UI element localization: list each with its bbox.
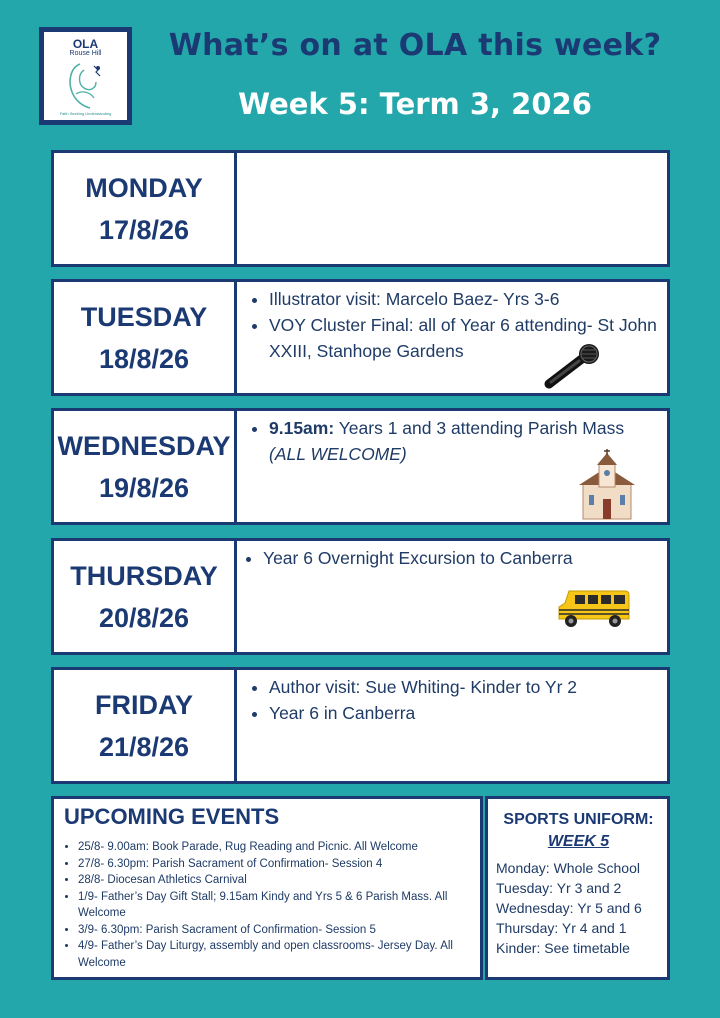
event-item: • Author visit: Sue Whiting- Kinder to Yr 2 xyxy=(269,674,659,700)
microphone-icon xyxy=(543,342,605,390)
day-date: 20/8/26 xyxy=(98,602,190,633)
day-monday xyxy=(51,150,670,267)
day-date: 18/8/26 xyxy=(98,343,190,374)
day-content xyxy=(237,411,667,522)
sports-uniform-week: WEEK 5 xyxy=(547,833,610,850)
church-icon xyxy=(577,449,637,521)
logo-name: OLA xyxy=(72,37,99,51)
day-wednesday xyxy=(51,408,670,525)
day-date: 19/8/26 xyxy=(98,472,190,503)
event-text: Years 1 and 3 attending Parish Mass xyxy=(334,418,625,438)
day-tuesday xyxy=(51,279,670,396)
event-note: (ALL WELCOME) xyxy=(269,444,407,464)
day-label xyxy=(54,670,237,781)
day-name: FRIDAY xyxy=(94,689,194,720)
event-time: 9.15am: xyxy=(269,418,335,438)
upcoming-event-item: • 3/9- 6.30pm: Parish Sacrament of Confirmation- Session 5 xyxy=(78,922,472,939)
day-thursday xyxy=(51,538,670,655)
school-bus-icon xyxy=(555,585,631,629)
event-item: • Year 6 in Canberra xyxy=(269,700,659,726)
event-item: • VOY Cluster Final: all of Year 6 attending- St John XXIII, Stanhope Gardens xyxy=(269,312,659,364)
day-name: WEDNESDAY xyxy=(57,430,231,461)
day-label xyxy=(54,541,237,652)
sports-uniform-heading: SPORTS UNIFORM: xyxy=(503,811,654,828)
day-date: 17/8/26 xyxy=(98,214,190,245)
event-item: • Year 6 Overnight Excursion to Canberra xyxy=(263,545,659,571)
upcoming-event-item: • 4/9- Father’s Day Liturgy, assembly and open classrooms- Jersey Day. All Welcome xyxy=(78,938,472,971)
logo-card xyxy=(44,32,127,120)
day-friday xyxy=(51,667,670,784)
page-title: What’s on at OLA this week? xyxy=(168,28,662,63)
upcoming-event-item: • 25/8- 9.00am: Book Parade, Rug Reading and Picnic. All Welcome xyxy=(78,839,472,856)
day-content xyxy=(237,153,667,264)
upcoming-event-item: • 1/9- Father’s Day Gift Stall; 9.15am Kindy and Yrs 5 & 6 Parish Mass. All Welcome xyxy=(78,889,472,922)
sports-uniform-line: Tuesday: Yr 3 and 2 xyxy=(496,880,622,896)
day-name: TUESDAY xyxy=(80,301,208,332)
sports-uniform-line: Thursday: Yr 4 and 1 xyxy=(496,920,627,936)
logo-motto: Faith Seeking Understanding xyxy=(59,111,112,116)
sports-uniform-line: Wednesday: Yr 5 and 6 xyxy=(496,900,642,916)
upcoming-event-item: • 27/8- 6.30pm: Parish Sacrament of Confirmation- Session 4 xyxy=(78,856,472,873)
day-content xyxy=(237,670,667,781)
day-label xyxy=(54,153,237,264)
sports-uniform-panel xyxy=(485,796,670,980)
school-logo xyxy=(39,27,132,125)
sports-uniform-line: Kinder: See timetable xyxy=(496,940,630,956)
day-date: 21/8/26 xyxy=(98,731,190,762)
logo-place: Rouse Hill xyxy=(69,50,102,57)
mother-child-icon xyxy=(62,58,110,112)
upcoming-event-item: • 28/8- Diocesan Athletics Carnival xyxy=(78,872,472,889)
day-content xyxy=(237,541,667,652)
upcoming-events-panel xyxy=(51,796,483,980)
sports-uniform-line: Monday: Whole School xyxy=(496,860,640,876)
day-content xyxy=(237,282,667,393)
upcoming-events-heading: UPCOMING EVENTS xyxy=(64,804,280,829)
day-label xyxy=(54,411,237,522)
day-label xyxy=(54,282,237,393)
day-name: THURSDAY xyxy=(70,560,218,591)
day-name: MONDAY xyxy=(85,172,203,203)
event-item: • Illustrator visit: Marcelo Baez- Yrs 3-6 xyxy=(269,286,659,312)
page-subtitle: Week 5: Term 3, 2026 xyxy=(238,87,592,121)
